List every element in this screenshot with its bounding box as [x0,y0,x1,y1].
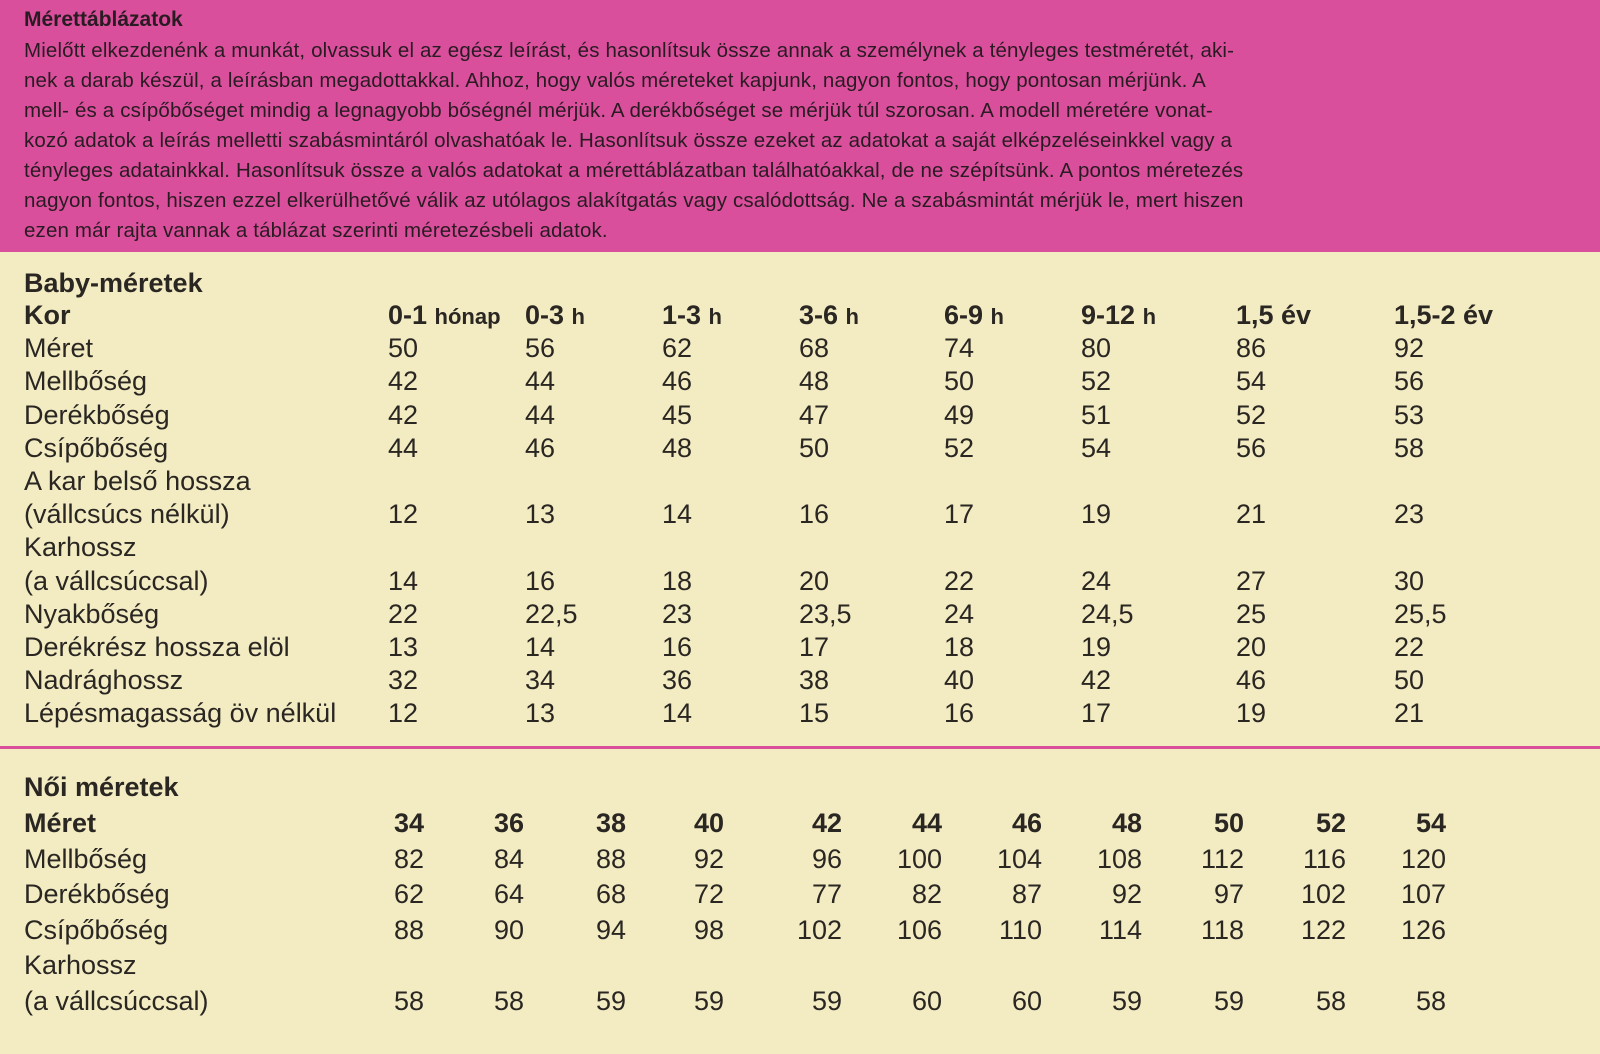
table-cell: 126 [1400,914,1446,945]
table-cell: 49 [944,399,975,430]
table-cell: 120 [1400,843,1446,874]
table-cell: 50 [944,366,975,397]
table-cell: 14 [525,632,556,662]
table-cell: 72 [693,879,724,909]
table-cell: 50 [1394,665,1425,696]
table-cell: 59 [1111,985,1142,1016]
row-label: Lépésmagasság öv nélkül [24,698,337,729]
table-cell: 20 [799,565,830,596]
table-cell: 68 [799,333,830,364]
table-cell: 102 [1300,879,1346,909]
intro-line: kozó adatok a leírás melletti szabásmintáról olvashatóak le. Hasonlítsuk össze ezeket az adatokat a saját elképzeléseinkkel vagy a [24,129,1232,152]
intro-panel [0,0,1600,252]
table-cell: 22,5 [525,598,578,629]
table-cell: 112 [1200,843,1244,874]
column-header [799,298,859,334]
table-cell: 116 [1302,843,1346,874]
column-header: 46 [1011,808,1042,838]
table-cell: 13 [388,632,419,662]
intro-line: nek a darab készül, a leírásban megadottakkal. Ahhoz, hogy valós méreteket kapjunk, nagyon fontos, hogy pontosan mérjünk. A [24,69,1206,92]
row-label: Derékrész hossza elöl [24,632,290,662]
row-label: Mellbőség [24,366,148,397]
table-cell: 25,5 [1394,598,1447,629]
column-header-main: 1,5 év [1236,300,1312,330]
table-cell: 58 [1415,985,1446,1016]
table-cell: 60 [911,985,942,1016]
row-label: Nyakbőség [24,598,160,629]
table-cell: 42 [388,366,419,397]
intro-line: mell- és a csípőbőséget mindig a legnagyobb bőségnél mérjük. A derékbőséget se mérjük túl szorosan. A modell méretére vonat- [24,99,1213,122]
table-cell: 13 [525,698,556,729]
table-cell: 94 [595,914,626,945]
table-cell: 46 [1236,665,1267,696]
table-cell: 52 [944,432,975,463]
column-header [662,298,722,334]
table-cell: 77 [811,879,842,909]
table-cell: 47 [799,399,830,430]
column-header-main: 0-1 [388,300,428,330]
table-cell: 50 [388,333,419,364]
row-label: Derékbőség [24,399,170,430]
table-cell: 80 [1081,333,1112,364]
table-cell: 58 [493,985,524,1016]
table-cell: 68 [595,879,626,909]
table-cell: 92 [1394,333,1425,364]
women-section-title: Női méretek [24,772,179,802]
column-header: 48 [1111,808,1142,838]
table-cell: 54 [1081,432,1112,463]
table-cell: 88 [393,914,424,945]
table-cell: 16 [944,698,975,729]
column-header: 38 [595,808,626,838]
table-cell: 17 [799,632,830,662]
table-cell: 22 [1394,632,1425,662]
column-header [1081,298,1156,334]
table-cell: 108 [1096,843,1142,874]
table-cell: 45 [662,399,693,430]
table-cell: 82 [911,879,942,909]
table-cell: 13 [525,499,556,530]
table-cell: 59 [811,985,842,1016]
table-cell: 84 [493,843,524,874]
table-cell: 106 [896,914,942,945]
table-cell: 107 [1400,879,1446,909]
row-label: (a vállcsúccsal) [24,985,209,1016]
table-cell: 14 [662,499,693,530]
column-header [1236,298,1311,332]
table-cell: 100 [896,843,942,874]
table-cell: 122 [1300,914,1346,945]
table-cell: 58 [1394,432,1425,463]
row-label: Derékbőség [24,879,170,909]
table-cell: 86 [1236,333,1267,364]
table-cell: 17 [1081,698,1112,729]
table-cell: 62 [662,333,693,364]
table-cell: 30 [1394,565,1425,596]
table-cell: 17 [944,499,975,530]
table-cell: 14 [388,565,419,596]
table-cell: 114 [1098,914,1142,945]
table-cell: 16 [799,499,830,530]
column-header-main: 9-12 [1081,300,1136,330]
table-cell: 24 [1081,565,1112,596]
table-cell: 40 [944,665,975,696]
baby-section-title: Baby-méretek [24,268,203,298]
row-label: Csípőbőség [24,432,169,463]
table-cell: 74 [944,333,975,364]
column-header [1394,298,1493,332]
column-header: 54 [1415,808,1446,838]
table-cell: 48 [662,432,693,463]
column-header [525,298,585,334]
row-label: (vállcsúcs nélkül) [24,499,230,530]
table-cell: 56 [1236,432,1267,463]
intro-line: tényleges adatainkkal. Hasonlítsuk össze a valós adatokat a mérettáblázatban találhatóakkal, de ne szépítsünk. A pontos méretezés [24,159,1244,182]
table-cell: 98 [693,914,724,945]
table-cell: 60 [1011,985,1042,1016]
table-cell: 44 [525,366,556,397]
column-header-suffix: h [990,304,1004,329]
column-header [944,298,1004,334]
table-cell: 59 [595,985,626,1016]
column-header-main: 0-3 [525,300,565,330]
table-cell: 58 [1315,985,1346,1016]
table-cell: 16 [662,632,693,662]
section-divider [0,746,1600,749]
table-cell: 52 [1081,366,1112,397]
table-cell: 23,5 [799,598,852,629]
table-cell: 21 [1236,499,1267,530]
table-cell: 27 [1236,565,1267,596]
column-header: 40 [693,808,724,838]
table-cell: 14 [662,698,693,729]
table-cell: 46 [525,432,556,463]
table-cell: 56 [525,333,556,364]
table-cell: 24,5 [1081,598,1134,629]
table-cell: 34 [525,665,556,696]
column-header-suffix: h [571,304,585,329]
table-cell: 104 [996,843,1042,874]
table-cell: 15 [799,698,830,729]
table-cell: 12 [388,499,419,530]
table-cell: 24 [944,598,975,629]
table-cell: 32 [388,665,419,696]
table-cell: 12 [388,698,419,729]
table-cell: 19 [1081,499,1112,530]
table-cell: 20 [1236,632,1267,662]
column-header: 34 [393,808,424,838]
table-cell: 25 [1236,598,1267,629]
table-cell: 59 [693,985,724,1016]
column-header-main: 1-3 [662,300,702,330]
table-cell: 23 [662,598,693,629]
table-cell: 54 [1236,366,1267,397]
table-cell: 42 [388,399,419,430]
table-cell: 44 [525,399,556,430]
column-header-suffix: h [845,304,859,329]
table-cell: 44 [388,432,419,463]
column-header-main: 6-9 [944,300,984,330]
table-cell: 92 [1111,879,1142,909]
row-label: A kar belső hossza [24,466,251,496]
table-cell: 96 [811,843,842,874]
row-label: (a vállcsúccsal) [24,565,209,596]
table-cell: 22 [944,565,975,596]
table-cell: 88 [595,843,626,874]
table-cell: 51 [1081,399,1112,430]
intro-line: Mielőtt elkezdenénk a munkát, olvassuk el az egész leírást, és hasonlítsuk össze annak a személynek a tényleges testméretét, aki- [24,39,1235,62]
row-label: Karhossz [24,532,137,563]
table-cell: 62 [393,879,424,909]
table-cell: 22 [388,598,419,629]
column-header: 44 [911,808,942,838]
table-cell: 56 [1394,366,1425,397]
row-label: Csípőbőség [24,914,169,945]
table-cell: 90 [493,914,524,945]
table-cell: 97 [1213,879,1244,909]
table-cell: 46 [662,366,693,397]
header-label: Méret [24,808,97,838]
header-label: Kor [24,300,71,330]
column-header: 50 [1213,808,1244,838]
table-cell: 87 [1011,879,1042,909]
column-header-main: 3-6 [799,300,839,330]
table-cell: 19 [1236,698,1267,729]
row-label: Nadrághossz [24,665,184,696]
row-label: Méret [24,333,94,364]
column-header: 52 [1315,808,1346,838]
intro-title: Mérettáblázatok [24,8,183,31]
table-cell: 52 [1236,399,1267,430]
table-cell: 48 [799,366,830,397]
table-cell: 53 [1394,399,1425,430]
table-cell: 92 [693,843,724,874]
row-label: Karhossz [24,950,137,980]
table-cell: 82 [393,843,424,874]
column-header-suffix: h [708,304,722,329]
table-cell: 19 [1081,632,1112,662]
table-cell: 50 [799,432,830,463]
intro-line: nagyon fontos, hiszen ezzel elkerülhetővé válik az utólagos alakítgatás vagy csalódottság. Ne a szabásmintát mérjük le, mert hiszen [24,189,1244,212]
table-cell: 18 [662,565,693,596]
column-header-suffix: hónap [434,304,501,329]
column-header: 42 [811,808,842,838]
table-cell: 16 [525,565,556,596]
table-cell: 102 [796,914,842,945]
intro-line: ezen már rajta vannak a táblázat szerinti méretezésbeli adatok. [24,219,608,242]
table-cell: 21 [1394,698,1425,729]
table-cell: 58 [393,985,424,1016]
column-header: 36 [493,808,524,838]
table-cell: 118 [1200,914,1244,945]
table-cell: 23 [1394,499,1425,530]
table-cell: 38 [799,665,830,696]
table-cell: 59 [1213,985,1244,1016]
table-cell: 42 [1081,665,1112,696]
row-label: Mellbőség [24,843,148,874]
table-cell: 36 [662,665,693,696]
table-cell: 18 [944,632,975,662]
column-header-main: 1,5-2 év [1394,300,1494,330]
table-cell: 64 [493,879,524,909]
table-cell: 110 [998,914,1042,945]
column-header [388,298,501,334]
column-header-suffix: h [1142,304,1157,329]
